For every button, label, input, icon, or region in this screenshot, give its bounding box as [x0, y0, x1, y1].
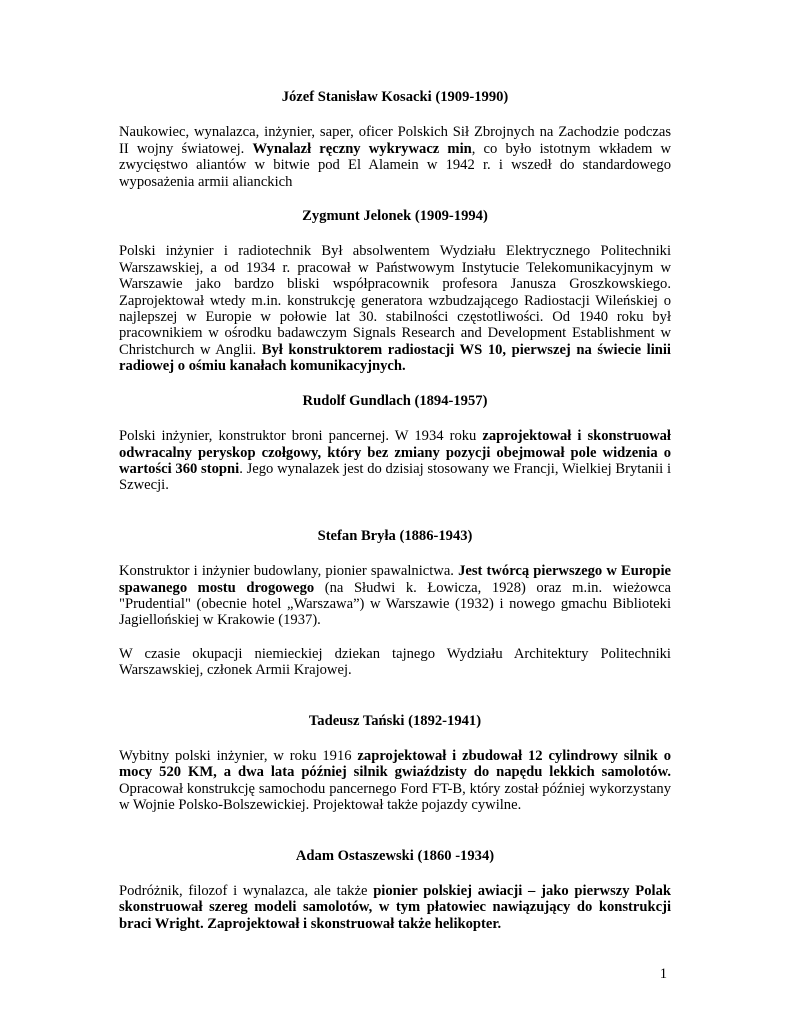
- section-paragraph-kosacki: [119, 124, 671, 190]
- section-paragraph-gundlach: [119, 428, 671, 494]
- text-run: , co było istotnym wkładem w zwycięstwo aliantów w bitwie pod El Alamein w 1942 r. i wszedł do standardowego wyposażenia armii alianckich: [119, 140, 671, 190]
- text-run: Naukowiec, wynalazca, inżynier, saper, oficer Polskich Sił Zbrojnych na Zachodzie podczas II wojny światowej.: [119, 124, 671, 157]
- text-run: Polski inżynier, konstruktor broni pancernej. W 1934 roku: [119, 428, 483, 445]
- bold-text-run: Jest twórcą pierwszego w Europie spawanego mostu drogowego: [119, 563, 671, 596]
- bold-text-run: Wynalazł ręczny wykrywacz min: [252, 140, 472, 157]
- section-heading-bryla: Stefan Bryła (1886-1943): [317, 527, 473, 544]
- page-number: 1: [659, 966, 667, 982]
- section-paragraph-tanski: [119, 748, 671, 814]
- text-run: (na Słudwi k. Łowicza, 1928) oraz m.in. wieżowca "Prudential" (obecnie hotel „Warszawa”) w Warszawie (1932) i nowego gmachu Biblioteki Jagiellońskiej w Krakowie (1937).: [119, 579, 671, 629]
- text-run: Polski inżynier i radiotechnik Był absolwentem Wydziału Elektrycznego Politechniki Warszawskiej, a od 1934 r. pracował w Państwowym Instytucie Telekomunikacyjnym w Warszawie jako bardzo bliski współpracownik profesora Janusza Groszkowskiego. Zaprojektował wtedy m.in. konstrukcję generatora wzbudzającego Radiostacji Wileńskiej o najlepszej w Europie w połowie lat 30. stabilności częstotliwości. Od 1940 roku był pracownikiem w ośrodku badawczym Signals Research and Development Establishment w Christchurch w Anglii.: [119, 243, 671, 358]
- bold-text-run: zaprojektował i zbudował 12 cylindrowy silnik o mocy 520 KM, a dwa lata później silnik gwiaździsty do napędu lekkich samolotów.: [119, 747, 672, 781]
- section-heading-jelonek: Zygmunt Jelonek (1909-1994): [302, 208, 488, 225]
- text-run: . Jego wynalazek jest do dzisiaj stosowany we Francji, Wielkiej Brytanii i Szwecji.: [119, 460, 671, 494]
- bold-text-run: zaprojektował i skonstruował odwracalny peryskop czołgowy, który bez zmiany pozycji obejmował pole widzenia o wartości 360 stopni: [119, 428, 671, 477]
- bold-text-run: pionier polskiej awiacji – jako pierwszy Polak skonstruował szereg modeli samolotów, w tym płatowiec nawiązujący do konstrukcji braci Wright. Zaprojektował i skonstruował także helikopter.: [119, 883, 671, 932]
- section-heading-ostaszewski: Adam Ostaszewski (1860 -1934): [295, 847, 495, 864]
- text-run: Konstruktor i inżynier budowlany, pionier spawalnictwa.: [119, 563, 459, 580]
- section-paragraph-jelonek: [119, 243, 671, 374]
- bold-text-run: Był konstruktorem radiostacji WS 10, pierwszej na świecie linii radiowej o ośmiu kanałach komunikacyjnych.: [119, 341, 671, 375]
- document-page: [119, 89, 671, 932]
- text-run: Wybitny polski inżynier, w roku 1916: [119, 747, 358, 764]
- text-run: Podróżnik, filozof i wynalazca, ale także: [119, 883, 374, 899]
- text-run: Opracował konstrukcję samochodu pancernego Ford FT-B, który został później wykorzystany w Wojnie Polsko-Bolszewickiej. Projektował także pojazdy cywilne.: [119, 780, 671, 814]
- section-heading-kosacki: Józef Stanisław Kosacki (1909-1990): [281, 89, 509, 105]
- section-heading-gundlach: Rudolf Gundlach (1894-1957): [302, 392, 488, 409]
- section-paragraph-ostaszewski: [119, 883, 671, 932]
- section-paragraph-bryla-2: [119, 646, 671, 679]
- section-heading-tanski: Tadeusz Tański (1892-1941): [308, 712, 482, 729]
- text-run: W czasie okupacji niemieckiej dziekan tajnego Wydziału Architektury Politechniki Warszawskiej, członek Armii Krajowej.: [119, 645, 671, 679]
- section-paragraph-bryla-1: [119, 563, 671, 629]
